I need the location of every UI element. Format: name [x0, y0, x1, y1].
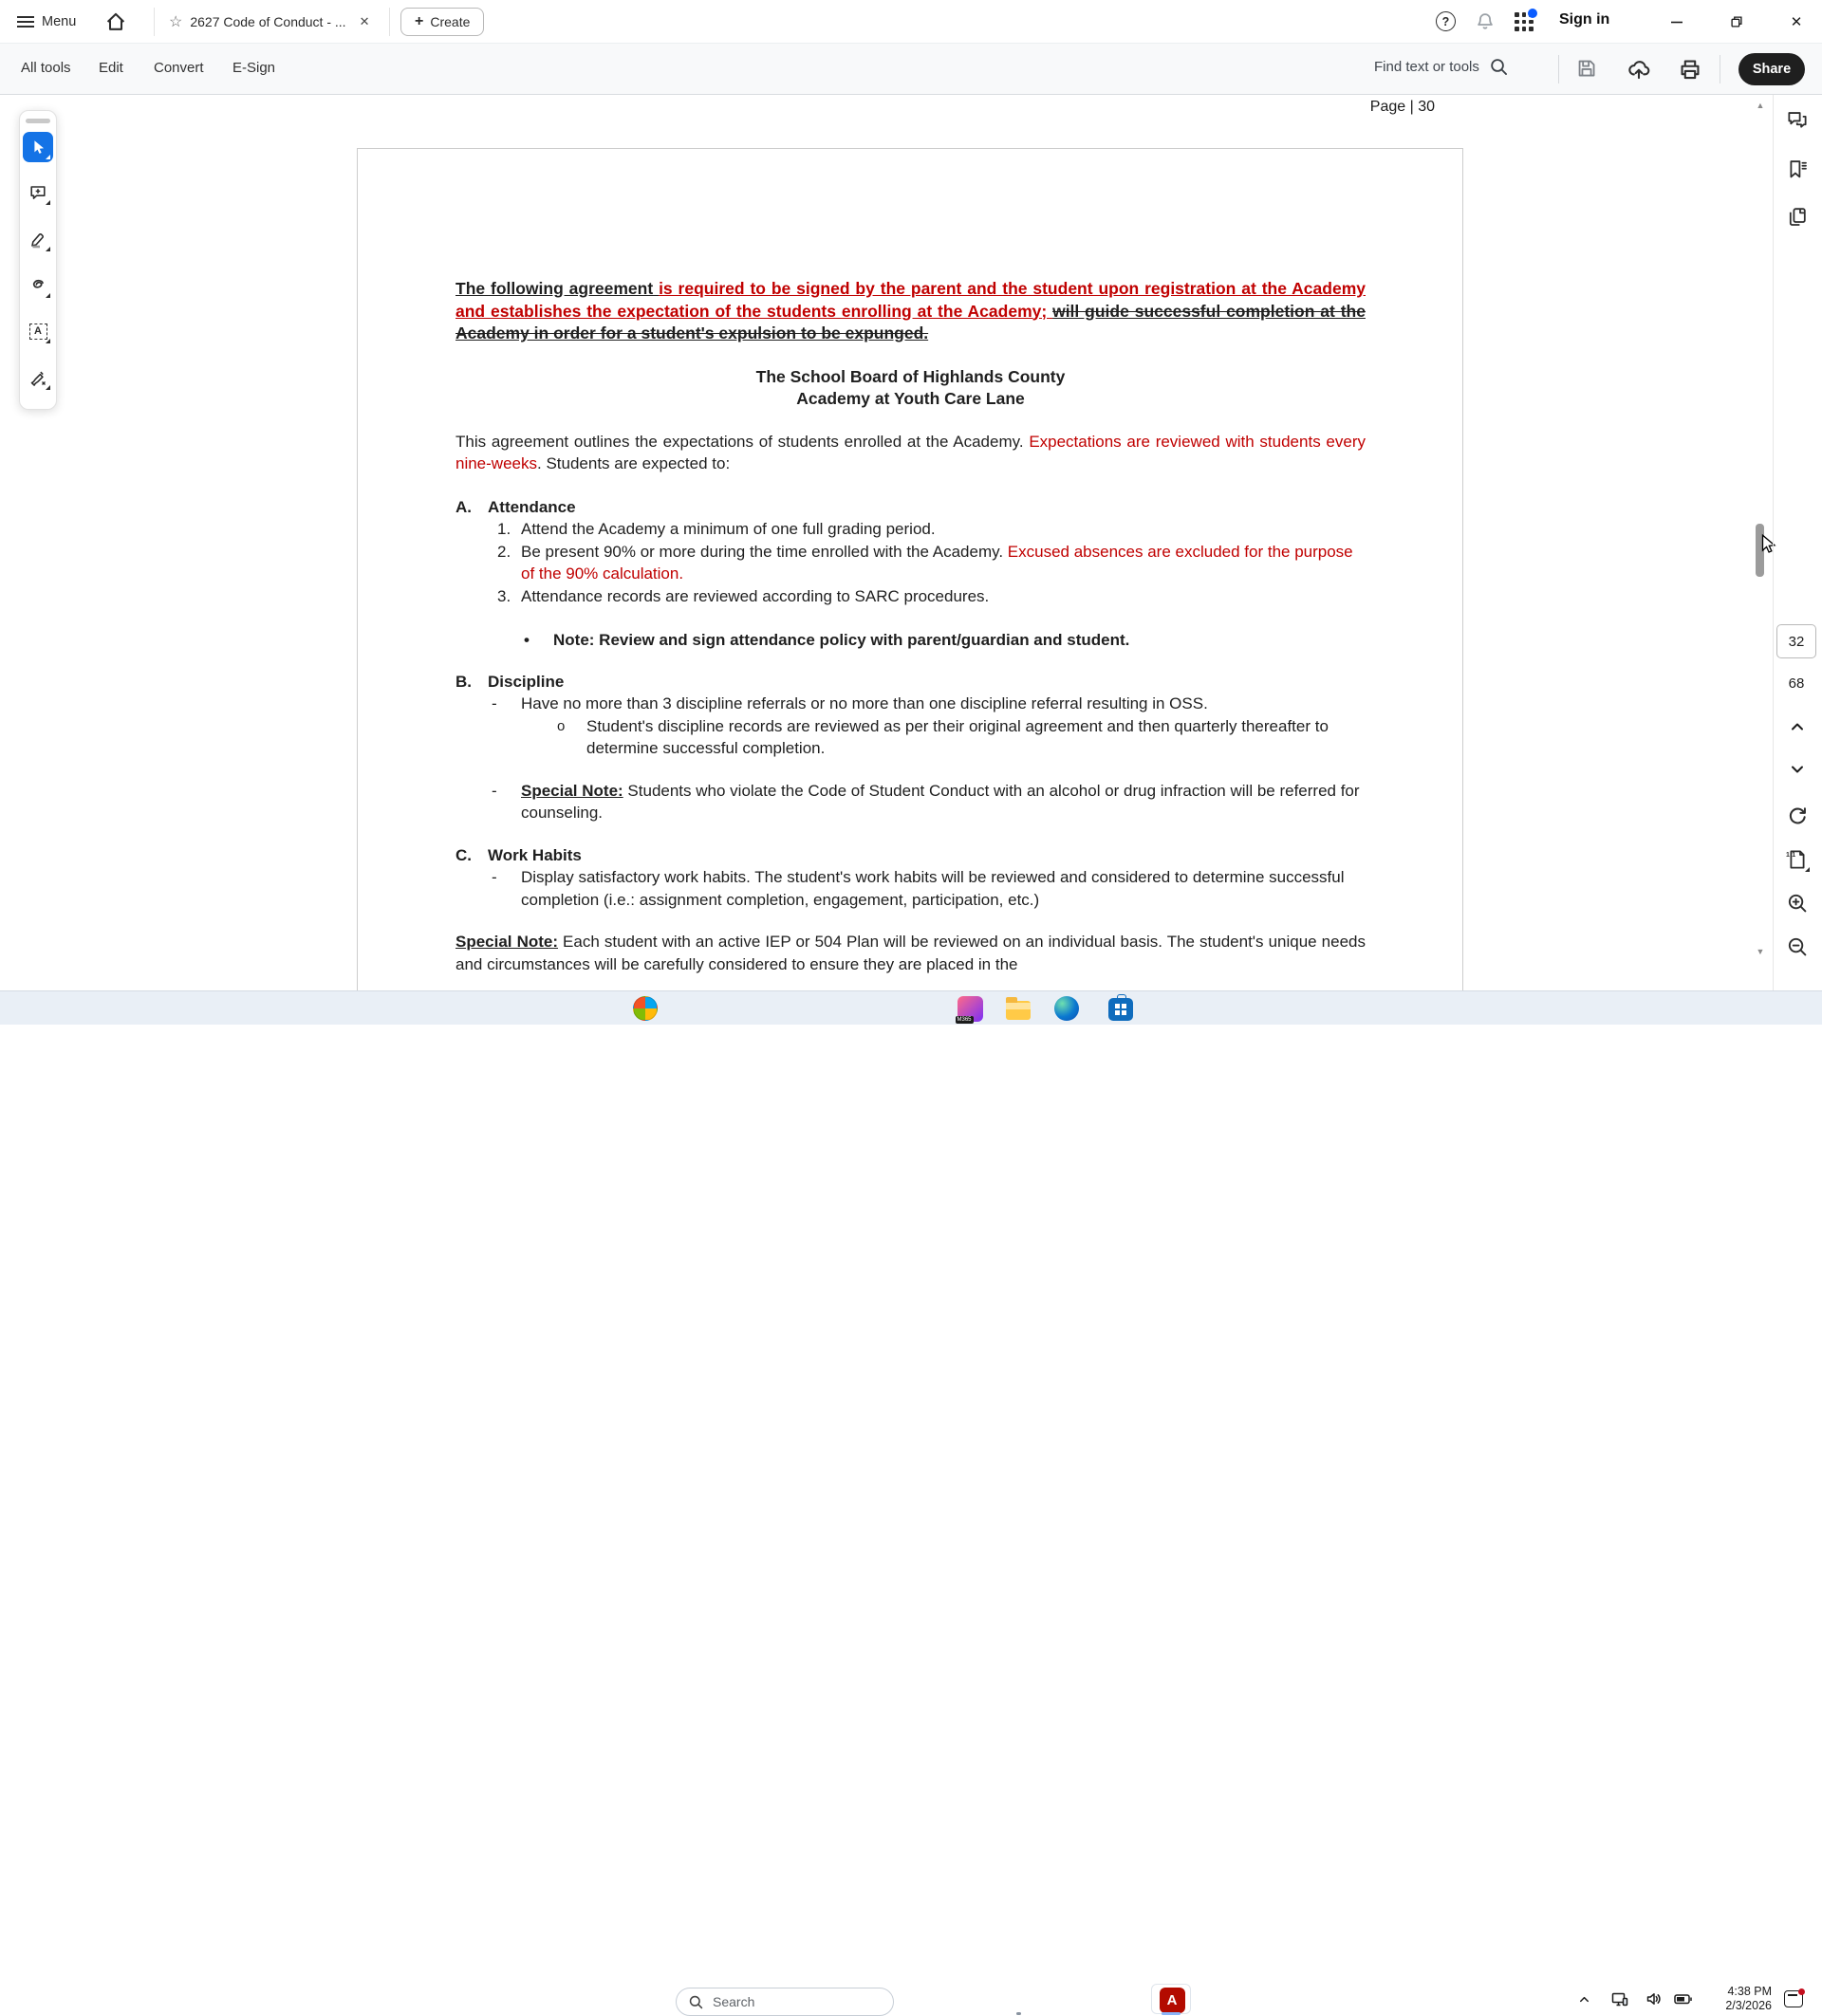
minimize-button[interactable]	[1663, 9, 1691, 34]
restore-button[interactable]	[1722, 9, 1751, 34]
star-icon[interactable]: ☆	[169, 14, 183, 30]
special-note-label: Special Note:	[521, 781, 623, 800]
list-item	[456, 518, 1366, 541]
item-text: Attendance records are reviewed according to SARC procedures.	[521, 586, 990, 605]
windows-taskbar	[0, 990, 1822, 2012]
section-a-title	[456, 496, 1366, 519]
comments-icon	[1786, 108, 1809, 131]
save-button[interactable]	[1575, 57, 1600, 82]
save-icon	[1575, 57, 1598, 80]
zoom-out-button[interactable]	[1782, 932, 1813, 962]
minimize-icon	[1670, 15, 1683, 28]
item-text: Students who violate the Code of Student Conduct with an alcohol or drug infraction will be referred for counseling.	[521, 781, 1360, 822]
mouse-pointer	[1757, 533, 1778, 554]
search-icon	[688, 1994, 704, 2010]
document-tab[interactable]	[169, 8, 369, 36]
org-name-line2: Academy at Youth Care Lane	[796, 389, 1025, 408]
m365-icon: M365	[957, 996, 983, 1022]
tab-title: 2627 Code of Conduct - ...	[190, 14, 346, 29]
tool-expand-corner	[46, 385, 50, 390]
clock[interactable]	[1703, 1985, 1772, 2013]
file-explorer-icon	[1006, 1001, 1031, 1020]
section-c-heading: Work Habits	[488, 845, 582, 864]
select-text-tool-button[interactable]	[23, 317, 53, 347]
intro-red: Expectations are reviewed with students every nine-weeks	[456, 432, 1366, 472]
taskbar-search[interactable]	[676, 1988, 894, 2016]
chevron-down-icon	[1788, 760, 1807, 779]
tray-overflow-button[interactable]	[1572, 1988, 1595, 2009]
windows-start-icon	[633, 996, 658, 1021]
bell-icon	[1475, 11, 1496, 32]
help-button[interactable]	[1436, 11, 1456, 31]
add-comment-icon	[28, 183, 47, 202]
item-number: 1.	[497, 520, 511, 538]
list-item	[456, 585, 1366, 608]
refresh-icon	[1786, 805, 1809, 827]
tool-expand-corner	[46, 293, 50, 298]
zoom-in-button[interactable]	[1782, 888, 1813, 918]
find-text-button[interactable]	[1374, 57, 1509, 77]
battery-icon	[1673, 1989, 1694, 2008]
dash-marker: -	[492, 781, 497, 800]
tray-display-button[interactable]	[1608, 1988, 1631, 2009]
taskbar-acrobat-active[interactable]	[1151, 1984, 1191, 2014]
right-rail-divider	[1773, 95, 1774, 990]
current-page-input[interactable]	[1776, 624, 1816, 658]
add-comment-tool-button[interactable]	[23, 178, 53, 209]
intro-black1: This agreement outlines the expectations of students enrolled at the Academy.	[456, 432, 1030, 451]
pages-icon	[1786, 205, 1809, 228]
running-indicator	[1016, 2012, 1021, 2015]
fill-sign-tool-button[interactable]	[23, 362, 53, 393]
tray-notifications-button[interactable]	[1782, 1988, 1805, 2009]
edge-icon	[1054, 996, 1079, 1021]
heading-red: is required to be signed by the parent and the student upon registration at the Academy and establishes the expectation of the students enrolling at the Academy;	[456, 279, 1366, 321]
menu-all-tools[interactable]: All tools	[21, 60, 71, 76]
item-text: Have no more than 3 discipline referrals or no more than one discipline referral resulting in OSS.	[521, 694, 1208, 712]
intro-black2: . Students are expected to:	[537, 454, 731, 472]
speaker-icon	[1645, 1989, 1664, 2008]
bullet-marker: •	[524, 631, 530, 649]
item-text-red: Excused absences are excluded for the purpose of the 90% calculation.	[521, 542, 1353, 583]
create-button[interactable]	[400, 8, 484, 36]
page-footer-text: Page | 30	[1369, 99, 1435, 115]
close-window-button[interactable]	[1782, 9, 1811, 34]
store-icon	[1108, 998, 1133, 1021]
intro-paragraph	[456, 431, 1366, 475]
menu-button[interactable]	[17, 9, 76, 34]
tab-close-icon[interactable]: ✕	[359, 14, 370, 28]
tray-date: 2/3/2026	[1725, 1999, 1772, 2012]
item-text: Student's discipline records are reviewed as per their original agreement and then quarterly thereafter to determine successful completion.	[586, 716, 1329, 757]
circle-marker: o	[557, 717, 566, 734]
home-button[interactable]	[104, 10, 127, 33]
apps-launcher-button[interactable]	[1515, 12, 1534, 31]
item-text: Be present 90% or more during the time enrolled with the Academy.	[521, 542, 1008, 561]
next-page-button[interactable]	[1782, 754, 1813, 785]
printer-icon	[1678, 57, 1702, 82]
tray-time: 4:38 PM	[1727, 1985, 1772, 1998]
agreement-heading	[456, 278, 1366, 345]
comments-panel-button[interactable]	[1782, 104, 1813, 135]
apps-grid-icon	[1515, 12, 1534, 31]
scroll-up-arrow[interactable]: ▲	[1756, 101, 1765, 110]
toolbar	[0, 44, 1822, 95]
draw-tool-button[interactable]	[23, 270, 53, 301]
special-note-text: Each student with an active IEP or 504 Plan will be reviewed on an individual basis. The student's unique needs and circumstances will be carefully considered to ensure they are placed in the	[456, 933, 1366, 973]
section-a-heading: Attendance	[488, 497, 576, 516]
section-c-title	[456, 844, 1366, 867]
plus-icon: +	[415, 13, 424, 29]
tool-expand-corner	[46, 200, 50, 205]
pdf-page	[357, 148, 1463, 990]
dash-marker: -	[492, 694, 497, 712]
quick-tools-panel	[19, 110, 57, 410]
active-app-indicator	[1162, 2012, 1181, 2015]
document-viewport	[0, 95, 1822, 990]
select-tool-button[interactable]	[23, 132, 53, 162]
list-item	[456, 866, 1366, 911]
attendance-note	[456, 629, 1366, 652]
cursor-icon	[29, 139, 46, 156]
tab-separator	[389, 8, 390, 36]
page-thumbnails-button[interactable]	[1782, 201, 1813, 231]
rotate-refresh-button[interactable]	[1782, 801, 1813, 831]
heading-black: The following agreement	[456, 279, 660, 298]
bookmarks-panel-button[interactable]	[1782, 154, 1813, 184]
text-box-icon: A	[29, 324, 47, 340]
apps-notification-dot	[1528, 9, 1537, 18]
tab-separator	[154, 8, 155, 36]
previous-page-button[interactable]	[1782, 712, 1813, 742]
lasso-icon	[28, 276, 47, 295]
menu-edit[interactable]: Edit	[99, 60, 123, 76]
org-name-line1: The School Board of Highlands County	[755, 366, 1066, 386]
search-icon	[1489, 57, 1509, 77]
titlebar	[0, 0, 1822, 44]
dash-marker: -	[492, 868, 497, 886]
print-button[interactable]	[1678, 57, 1702, 82]
panel-drag-handle[interactable]	[26, 119, 50, 123]
taskbar-store[interactable]	[1107, 995, 1134, 1022]
close-icon: ✕	[1790, 14, 1803, 30]
special-note-label: Special Note:	[456, 933, 559, 951]
home-icon	[104, 10, 127, 33]
scroll-down-arrow[interactable]: ▼	[1756, 947, 1765, 956]
section-c-label: C.	[456, 845, 472, 864]
total-pages-label: 68	[1788, 675, 1805, 692]
notification-icon	[1784, 1990, 1803, 2007]
upload-cloud-button[interactable]	[1627, 57, 1651, 82]
taskbar-file-explorer[interactable]	[1005, 995, 1032, 1022]
help-icon: ?	[1436, 11, 1456, 31]
heading-strikethrough: will guide successful completion at the Academy in order for a student's expulsion to be expunged.	[456, 301, 1366, 342]
section-a-label: A.	[456, 497, 472, 516]
tool-expand-corner	[46, 155, 50, 159]
sign-in-button[interactable]: Sign in	[1559, 11, 1610, 28]
item-text: Display satisfactory work habits. The student's work habits will be reviewed and considered to determine successful completion (i.e.: assignment completion, engagement, participation, etc.)	[521, 868, 1345, 909]
sub-list-item	[456, 715, 1366, 760]
highlighter-icon	[28, 230, 47, 249]
fill-sign-pen-icon	[28, 368, 47, 387]
section-b-label: B.	[456, 672, 472, 691]
list-item	[456, 693, 1366, 715]
highlight-tool-button[interactable]	[23, 224, 53, 254]
list-item	[456, 780, 1366, 824]
zoom-in-icon	[1786, 892, 1809, 915]
section-b-title	[456, 671, 1366, 694]
bookmark-icon	[1786, 157, 1809, 180]
toolbar-separator	[1558, 55, 1559, 83]
create-label: Create	[430, 14, 471, 29]
cloud-upload-icon	[1627, 57, 1651, 82]
find-label: Find text or tools	[1374, 59, 1479, 75]
tray-volume-button[interactable]	[1643, 1988, 1665, 2009]
actual-size-label: 1:1	[1786, 852, 1796, 859]
restore-icon	[1729, 14, 1744, 29]
monitor-icon	[1610, 1989, 1629, 2008]
acrobat-icon: A	[1160, 1988, 1185, 2013]
taskbar-m365-app[interactable]	[957, 995, 983, 1022]
tool-expand-corner	[46, 247, 50, 251]
tray-battery-button[interactable]	[1672, 1988, 1695, 2009]
item-number: 3.	[497, 586, 511, 605]
chevron-up-icon	[1788, 717, 1807, 736]
list-item	[456, 541, 1366, 585]
notifications-button[interactable]	[1475, 11, 1496, 32]
search-placeholder: Search	[713, 1994, 755, 2009]
tool-expand-corner	[1805, 867, 1810, 872]
note-text: Note: Review and sign attendance policy with parent/guardian and student.	[553, 631, 1130, 649]
pdf-page-content	[456, 278, 1366, 975]
menu-convert[interactable]: Convert	[154, 60, 204, 76]
taskbar-edge[interactable]	[1053, 995, 1080, 1022]
item-number: 2.	[497, 542, 511, 561]
actual-size-button[interactable]	[1782, 844, 1813, 875]
start-button[interactable]	[632, 995, 659, 1022]
tool-expand-corner	[46, 339, 50, 343]
section-b-heading: Discipline	[488, 672, 565, 691]
zoom-out-icon	[1786, 935, 1809, 958]
chevron-up-icon	[1577, 1992, 1591, 2007]
hamburger-icon	[17, 16, 34, 28]
item-text: Attend the Academy a minimum of one full grading period.	[521, 520, 936, 538]
iep-special-note	[456, 931, 1366, 975]
menu-label: Menu	[42, 14, 77, 29]
share-button[interactable]: Share	[1738, 53, 1805, 85]
menu-esign[interactable]: E-Sign	[232, 60, 276, 76]
